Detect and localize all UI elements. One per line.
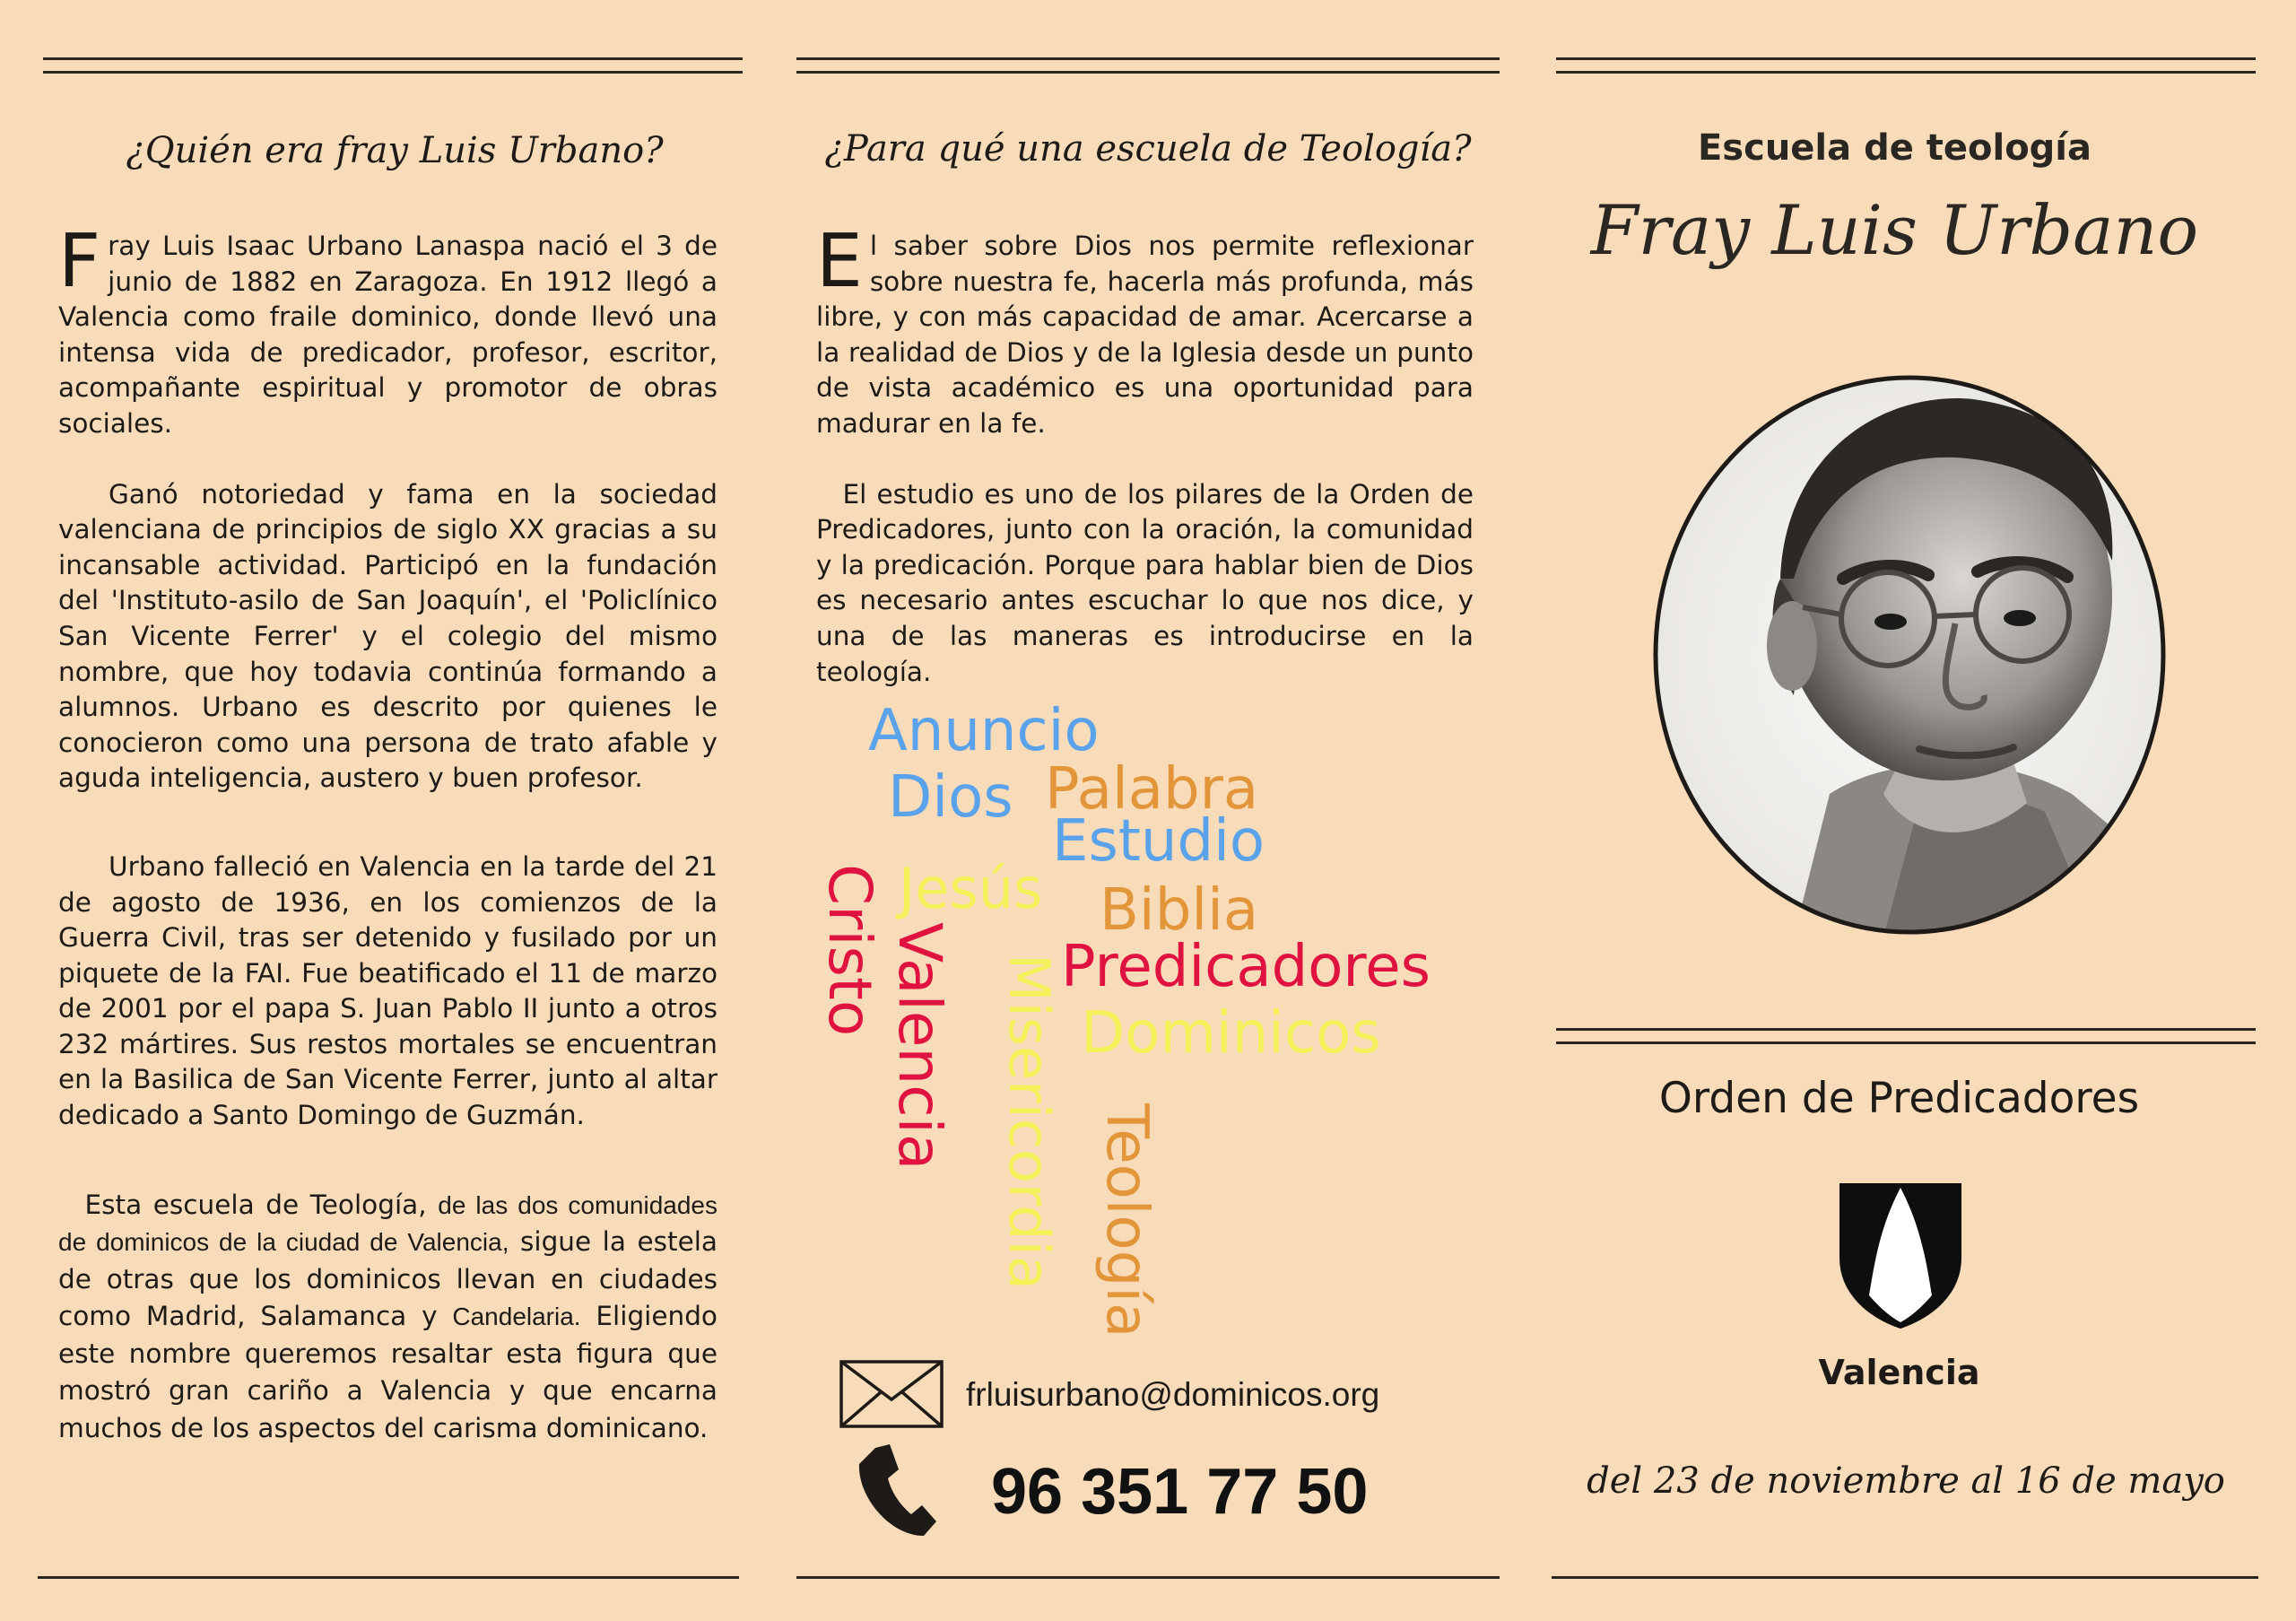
- left-paragraph-3: Urbano falleció en Valencia en la tarde del 21 de agosto de 1936, en los comienzos de la Guerra Civil, tras ser detenido y fusilado por un piquete de la FAI. Fue beatificado el 11 de marzo de 2001 por el papa S. Juan Pablo II junto a otros 232 mártires. Sus restos mortales se encuentran en la Basilica de San Vicente Ferrer, junto al altar dedicado a Santo Domingo de Guzmán.: [58, 850, 718, 1131]
- city-name: Valencia: [1818, 1353, 1980, 1392]
- bottom-rule-middle: [796, 1576, 1500, 1579]
- word-dominicos: Dominicos: [1081, 1000, 1381, 1067]
- top-rule-left-1: [43, 57, 743, 60]
- word-anuncio: Anuncio: [868, 698, 1100, 764]
- middle-paragraph-2: El estudio es uno de los pilares de la Orden de Predicadores, junto con la oración, la comunidad y la predicación. Porque para hablar bien de Dios es necesario antes escuchar lo que nos dice, y una de las maneras es introducirse en la teología.: [816, 478, 1474, 687]
- middle-rule-right-1: [1556, 1028, 2256, 1031]
- dominican-shield-icon: [1839, 1182, 1962, 1329]
- top-rule-middle-1: [796, 57, 1500, 60]
- contact-phone[interactable]: 96 351 77 50: [991, 1456, 1369, 1528]
- word-valencia: Valencia: [885, 922, 954, 1171]
- middle-panel-body: [816, 219, 1474, 690]
- top-rule-middle-2: [796, 71, 1500, 74]
- order-name: Orden de Predicadores: [1658, 1074, 2140, 1123]
- left-panel-body: [58, 219, 718, 1447]
- left-panel-title: ¿Quién era fray Luis Urbano?: [126, 130, 664, 171]
- left-paragraph-4: Esta escuela de Teología, de las dos comunidades de dominicos de la ciudad de Valencia, sigue la estela de otras que los dominicos llevan en ciudades como Madrid, Salamanca y Candelaria. Eligiendo este nombre queremos resaltar esta figura que mostró gran cariño a Valencia y que encarna muchos de los aspectos del carisma dominicano.: [58, 1189, 718, 1443]
- top-rule-right-2: [1556, 71, 2256, 74]
- school-subtitle: Escuela de teología: [1697, 127, 2092, 169]
- contact-email[interactable]: frluisurbano@dominicos.org: [966, 1376, 1380, 1413]
- school-title: Fray Luis Urbano: [1590, 190, 2199, 270]
- left-paragraph-2: Ganó notoriedad y fama en la sociedad valenciana de principios de siglo XX gracias a su incansable actividad. Participó en la fundación del 'Instituto-asilo de San Joaquín', el 'Policlínico San Vicente Ferrer' y el colegio del mismo nombre, que hoy todavia continúa formando a alumnos. Urbano es descrito por quienes le conocieron como una persona de trato afable y aguda inteligencia, austero y buen profesor.: [58, 478, 718, 794]
- envelope-icon: [839, 1360, 944, 1428]
- top-rule-right-1: [1556, 57, 2256, 60]
- course-dates: del 23 de noviembre al 16 de mayo: [1587, 1460, 2225, 1502]
- phone-icon: [854, 1442, 936, 1539]
- word-biblia: Biblia: [1100, 877, 1259, 944]
- bottom-rule-right: [1552, 1576, 2258, 1579]
- left-paragraph-1: Fray Luis Isaac Urbano Lanaspa nació el 3 de junio de 1882 en Zaragoza. En 1912 llegó a Valencia como fraile dominico, donde llevó una intensa vida de predicador, profesor, escritor, acompañante espiritual y promotor de obras sociales.: [58, 219, 718, 439]
- middle-paragraph-1: El saber sobre Dios nos permite reflexionar sobre nuestra fe, hacerla más profunda, más libre, y con más capacidad de amar. Acercarse a la realidad de Dios y de la Iglesia desde un punto de vista académico es una oportunidad para madurar en la fe.: [816, 219, 1474, 439]
- word-cristo: Cristo: [815, 864, 884, 1037]
- word-palabra: Palabra: [1045, 756, 1259, 823]
- top-rule-left-2: [43, 71, 743, 74]
- word-jesus: Jesús: [899, 856, 1043, 921]
- middle-panel-title: ¿Para qué una escuela de Teología?: [824, 128, 1472, 170]
- word-teologia: Teología: [1093, 1103, 1160, 1338]
- bottom-rule-left: [38, 1576, 739, 1579]
- drop-cap-e: E: [816, 219, 863, 304]
- portrait-fray-luis-urbano: [1650, 372, 2169, 937]
- word-estudio: Estudio: [1052, 808, 1265, 875]
- word-predicadores: Predicadores: [1061, 934, 1431, 1000]
- word-misericordia: Misericordia: [996, 954, 1062, 1290]
- word-dios: Dios: [888, 764, 1013, 831]
- drop-cap-f: F: [58, 219, 101, 304]
- middle-rule-right-2: [1556, 1041, 2256, 1044]
